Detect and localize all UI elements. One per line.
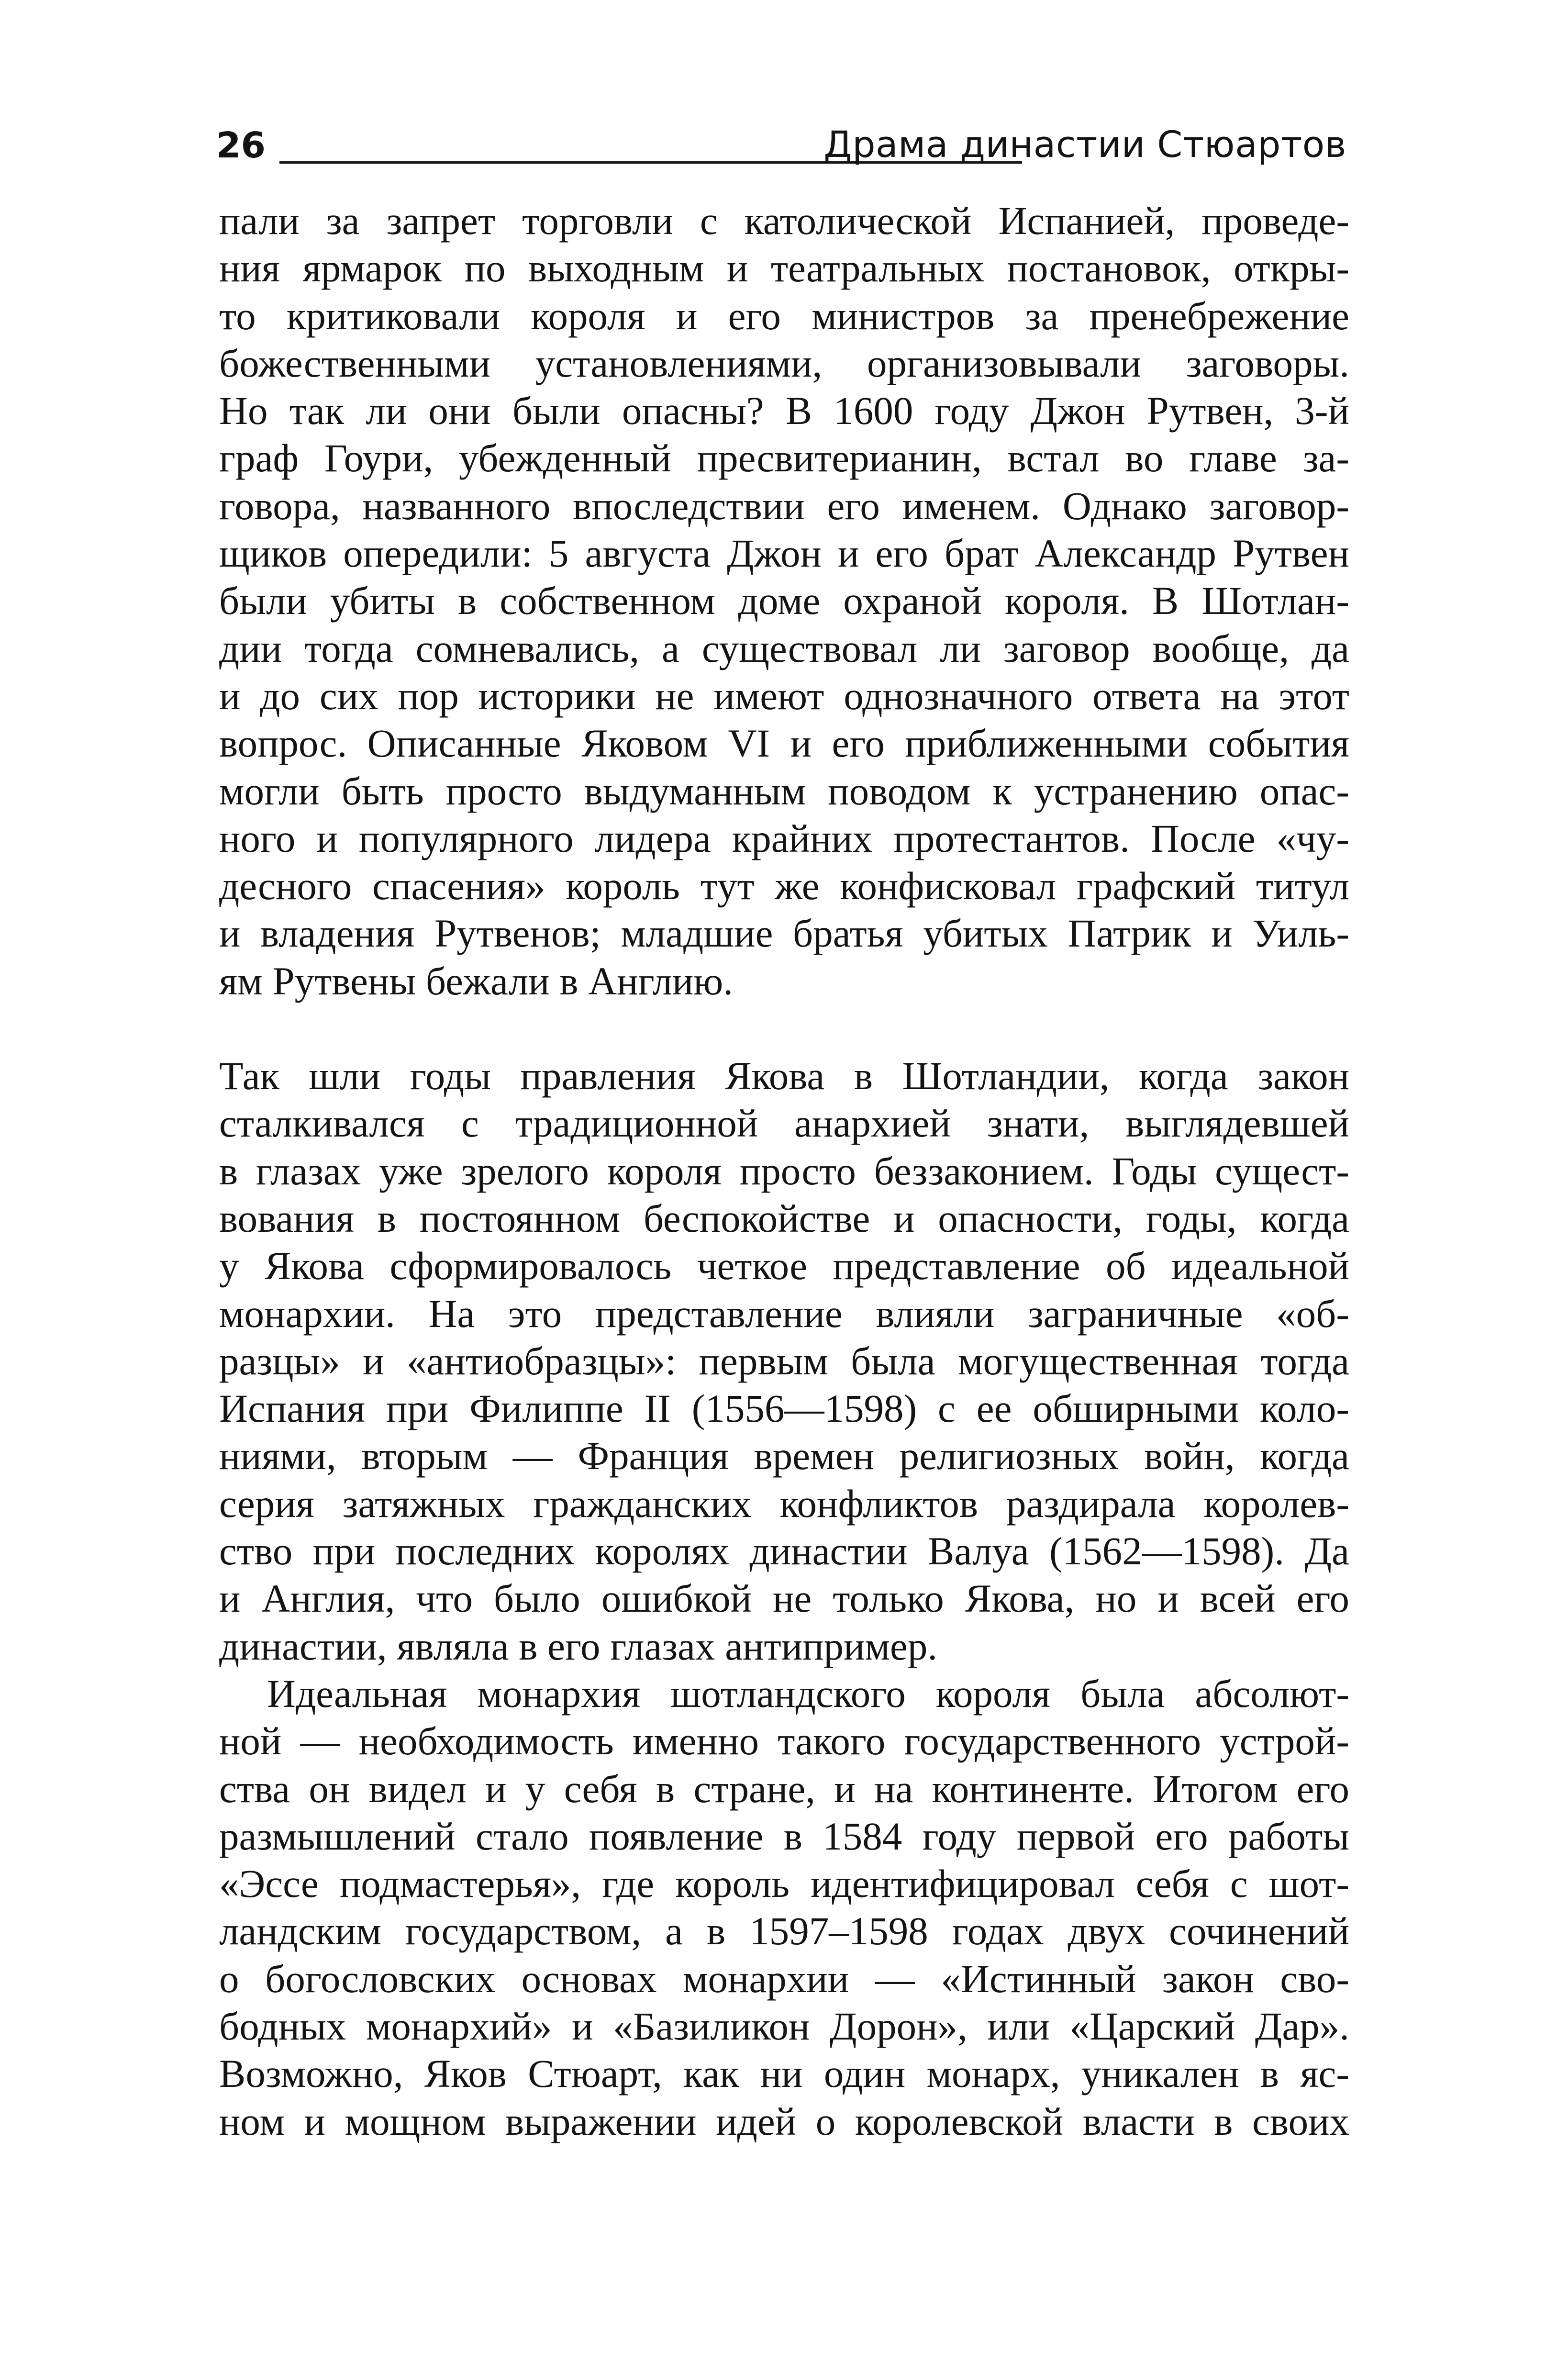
paragraph (219, 1670, 1349, 2145)
text-line: были убиты в собственном доме охраной короля. В Шотлан- (219, 579, 1349, 623)
text-line: «Эссе подмастерья», где король идентифицировал себя с шот- (219, 1861, 1349, 1906)
paragraph (219, 1052, 1349, 1670)
text-line: ям Рутвены бежали в Англию. (219, 959, 734, 1003)
text-line: щиков опередили: 5 августа Джон и его брат Александр Рутвен (219, 531, 1349, 576)
text-line: десного спасения» король тут же конфисковал графский титул (219, 864, 1349, 908)
page-number: 26 (216, 125, 266, 166)
text-line: и Англия, что было ошибкой не только Якова, но и всей его (219, 1576, 1349, 1621)
text-line: у Якова сформировалось четкое представление об идеальной (219, 1244, 1349, 1288)
text-line: Идеальная монархия шотландского короля была абсолют- (267, 1671, 1349, 1716)
text-line: династии, являла в его глазах антипример. (219, 1624, 938, 1668)
text-line: могли быть просто выдуманным поводом к устранению опас- (219, 769, 1349, 813)
text-line: Испания при Филиппе II (1556—1598) с ее обширными коло- (219, 1386, 1349, 1431)
text-line: ной — необходимость именно такого государственного устрой- (219, 1719, 1349, 1763)
body-text (219, 197, 1349, 2145)
text-line: ландским государством, а в 1597–1598 годах двух сочинений (219, 1909, 1349, 1953)
text-line: вопрос. Описанные Яковом VI и его приближенными события (219, 721, 1349, 766)
text-line: ства он видел и у себя в стране, и на континенте. Итогом его (219, 1766, 1349, 1811)
text-line: сталкивался с традиционной анархией знати, выглядевшей (219, 1101, 1349, 1146)
text-line: вования в постоянном беспокойстве и опасности, годы, когда (219, 1196, 1349, 1240)
text-line: монархии. На это представление влияли заграничные «об- (219, 1291, 1349, 1336)
text-line: ния ярмарок по выходным и театральных постановок, откры- (219, 246, 1349, 290)
text-line: размышлений стало появление в 1584 году первой его работы (219, 1814, 1349, 1858)
text-line: ного и популярного лидера крайних протестантов. После «чу- (219, 816, 1349, 860)
text-line: в глазах уже зрелого короля просто беззаконием. Годы сущест- (219, 1148, 1349, 1193)
text-line: граф Гоури, убежденный пресвитерианин, встал во главе за- (219, 436, 1349, 480)
text-line: Так шли годы правления Якова в Шотландии, когда закон (219, 1054, 1349, 1098)
text-line: ниями, вторым — Франция времен религиозных войн, когда (219, 1434, 1349, 1478)
text-line: ном и мощном выражении идей о королевской власти в своих (219, 2099, 1349, 2143)
text-line: и владения Рутвенов; младшие братья убитых Патрик и Уиль- (219, 911, 1349, 956)
text-line: разцы» и «антиобразцы»: первым была могущественная тогда (219, 1338, 1349, 1383)
running-title: Драма династии Стюартов (823, 123, 1346, 166)
text-line: и до сих пор историки не имеют однозначного ответа на этот (219, 673, 1349, 718)
text-line: Возможно, Яков Стюарт, как ни один монарх, уникален в яс- (219, 2051, 1349, 2096)
text-line: божественными установлениями, организовывали заговоры. (219, 341, 1349, 385)
text-line: то критиковали короля и его министров за пренебрежение (219, 293, 1349, 338)
text-line: пали за запрет торговли с католической Испанией, проведе- (219, 199, 1349, 243)
text-line: Но так ли они были опасны? В 1600 году Джон Рутвен, 3-й (219, 389, 1349, 433)
text-line: дии тогда сомневались, а существовал ли заговор вообще, да (219, 626, 1349, 670)
paragraph-gap (219, 1005, 1349, 1052)
paragraph (219, 197, 1349, 1005)
text-line: ство при последних королях династии Валуа (1562—1598). Да (219, 1529, 1349, 1573)
running-head (216, 120, 1346, 172)
text-line: серия затяжных гражданских конфликтов раздирала королев- (219, 1481, 1349, 1526)
text-line: говора, названного впоследствии его именем. Однако заговор- (219, 483, 1349, 528)
text-line: бодных монархий» и «Базиликон Дорон», или «Царский Дар». (219, 2004, 1349, 2048)
text-line: о богословских основах монархии — «Истинный закон сво- (219, 1956, 1349, 2001)
